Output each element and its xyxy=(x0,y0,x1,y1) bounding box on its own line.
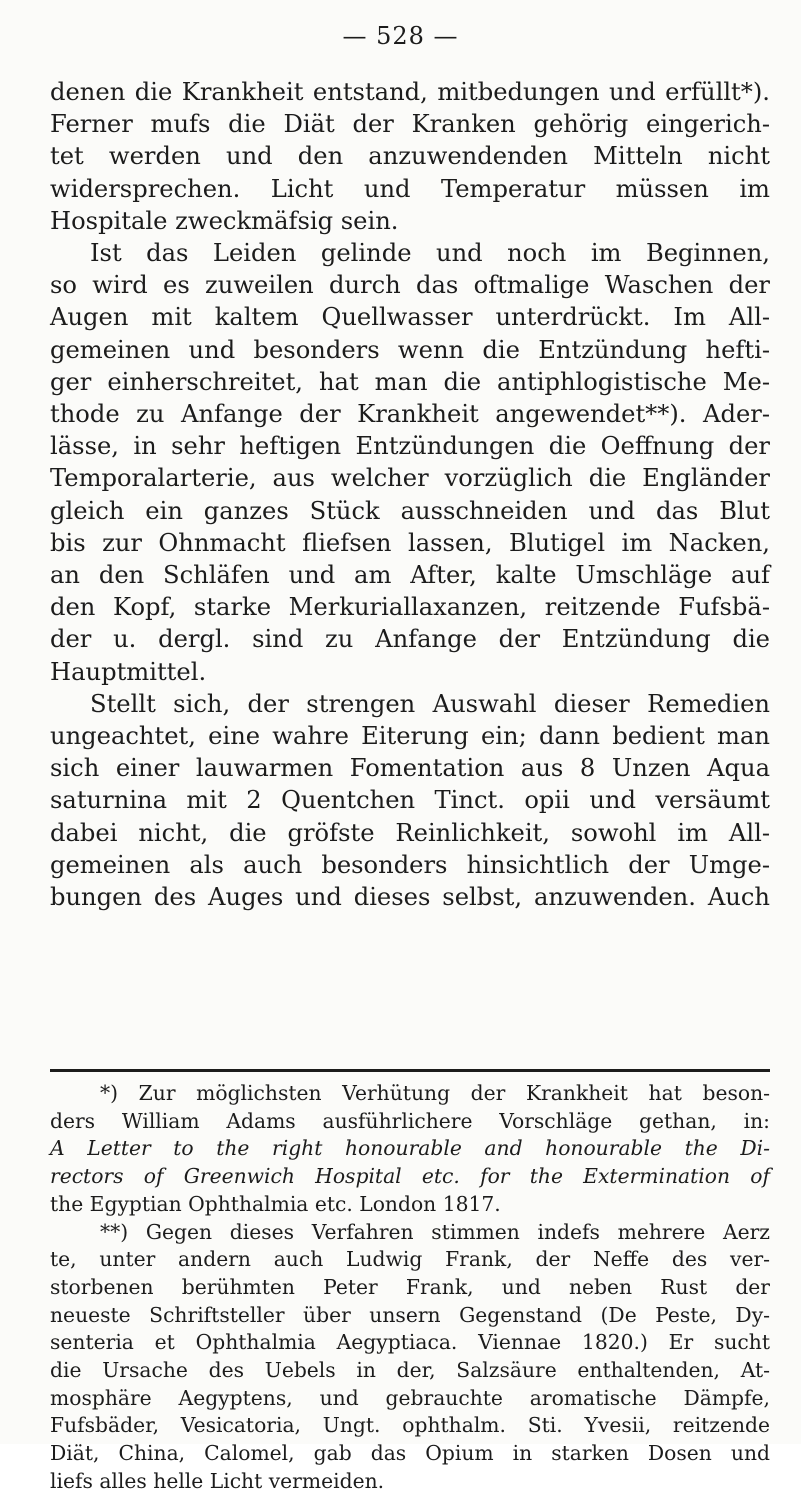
text-line: der u. dergl. sind zu Anfange der Entzündung die xyxy=(50,625,770,654)
footnote-line: *) Zur möglichsten Verhütung der Krankheit hat beson- xyxy=(100,1081,770,1105)
text-line: gleich ein ganzes Stück ausschneiden und das Blut xyxy=(50,496,770,525)
text-line: Hauptmittel. xyxy=(50,657,207,686)
text-line: bungen des Auges und dieses selbst, anzuwenden. Auch xyxy=(50,883,770,912)
footnote-line: senteria et Ophthalmia Aegyptiaca. Viennae 1820.) Er sucht xyxy=(50,1330,770,1355)
footnote-line: storbenen berühmten Peter Frank, und neben Rust der xyxy=(50,1274,770,1299)
footnote-line: A Letter to the right honourable and honourable the Di- xyxy=(50,1136,770,1161)
text-line: saturnina mit 2 Quentchen Tinct. opii und versäumt xyxy=(50,786,770,815)
main-text xyxy=(50,76,770,913)
text-line: den Kopf, starke Merkuriallaxanzen, reitzende Fufsbä- xyxy=(50,593,770,622)
text-line: ger einherschreitet, hat man die antiphlogistische Me- xyxy=(50,367,770,396)
footnote-line: **) Gegen dieses Verfahren stimmen indefs mehrere Aerz xyxy=(100,1219,770,1244)
text-line: an den Schläfen und am After, kalte Umschläge auf xyxy=(50,561,770,590)
footnote-line: Diät, China, Calomel, gab das Opium in starken Dosen und xyxy=(50,1441,770,1466)
footnote-line: Fufsbäder, Vesicatoria, Ungt. ophthalm. Sti. Yvesii, reitzende xyxy=(50,1413,770,1438)
footnote-line: neueste Schriftsteller über unsern Gegenstand (De Peste, Dy- xyxy=(50,1302,770,1327)
text-line: sich einer lauwarmen Fomentation aus 8 Unzen Aqua xyxy=(50,754,770,783)
text-line: Temporalarterie, aus welcher vorzüglich die Engländer xyxy=(50,464,770,493)
footnote-line: rectors of Greenwich Hospital etc. for the Extermination of xyxy=(50,1164,770,1189)
text-line: widersprechen. Licht und Temperatur müssen im xyxy=(50,174,770,203)
text-line: ungeachtet, eine wahre Eiterung ein; dann bedient man xyxy=(50,722,770,751)
text-line: Stellt sich, der strengen Auswahl dieser Remedien xyxy=(90,689,770,718)
text-line: gemeinen als auch besonders hinsichtlich der Umge- xyxy=(50,850,770,879)
page-number: — 528 — xyxy=(342,22,459,50)
footnote-line: mosphäre Aegyptens, und gebrauchte aromatische Dämpfe, xyxy=(50,1385,770,1410)
text-line: denen die Krankheit entstand, mitbedungen und erfüllt*). xyxy=(50,78,770,106)
text-line: Ist das Leiden gelinde und noch im Beginnen, xyxy=(90,239,770,268)
footnote-line: die Ursache des Uebels in der, Salzsäure enthaltenden, At- xyxy=(50,1358,770,1383)
footnotes xyxy=(50,1080,770,1496)
text-line: Augen mit kaltem Quellwasser unterdrückt. Im All- xyxy=(50,303,770,332)
footnote-line: te, unter andern auch Ludwig Frank, der Neffe des ver- xyxy=(50,1247,770,1272)
text-line: bis zur Ohnmacht fliefsen lassen, Blutigel im Nacken, xyxy=(50,528,770,557)
footnote-line: ders William Adams ausführlichere Vorschläge gethan, in: xyxy=(50,1108,770,1133)
text-line: lässe, in sehr heftigen Entzündungen die Oeffnung der xyxy=(50,432,770,461)
text-line: so wird es zuweilen durch das oftmalige Waschen der xyxy=(50,271,770,300)
footnote-line: liefs alles helle Licht vermeiden. xyxy=(50,1468,385,1493)
footnote-line: the Egyptian Ophthalmia etc. London 1817. xyxy=(50,1191,501,1216)
text-line: tet werden und den anzuwendenden Mitteln nicht xyxy=(50,142,770,171)
text-line: thode zu Anfange der Krankheit angewendet**). Ader- xyxy=(50,400,770,429)
text-line: gemeinen und besonders wenn die Entzündung hefti- xyxy=(50,335,770,364)
footnote-separator xyxy=(50,1069,770,1072)
text-line: dabei nicht, die gröfste Reinlichkeit, sowohl im All- xyxy=(50,818,770,847)
text-line: Ferner mufs die Diät der Kranken gehörig eingerich- xyxy=(50,110,770,139)
text-line: Hospitale zweckmäfsig sein. xyxy=(50,206,399,235)
